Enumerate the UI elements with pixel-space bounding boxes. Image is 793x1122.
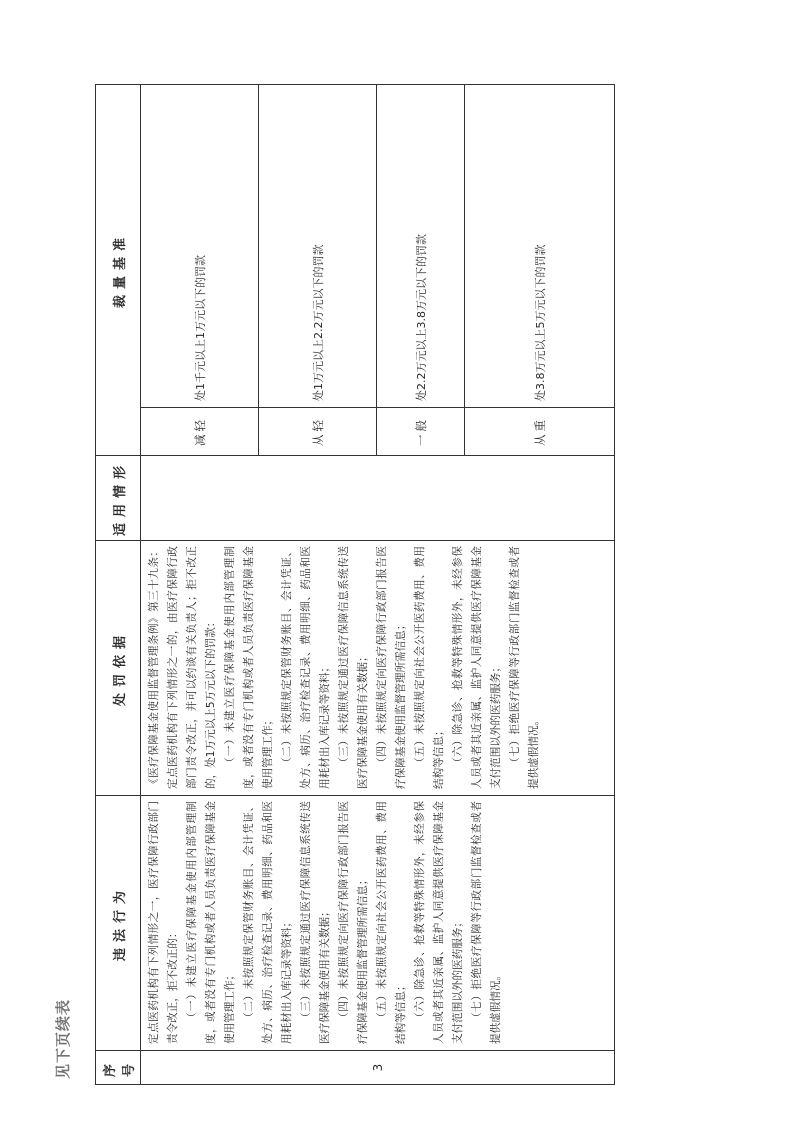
penalty-text: 处2.2万元以上3.8万元以下的罚款 bbox=[377, 84, 465, 407]
behavior-item: （五）未按照规定向社会公开医药费用、费用结构等信息； bbox=[376, 801, 407, 1044]
basis-item: （三）未按照规定通过医疗保障信息系统传送医疗保障基金使用有关数据； bbox=[338, 546, 369, 789]
behavior-item: （二）未按照规定保管财务账目、会计凭证、处方、病历、治疗检查记录、费用明细、药品和医用耗材出入库记录等资料； bbox=[243, 801, 293, 1044]
cell-seq: 3 bbox=[141, 1051, 615, 1085]
behavior-item: （六）除急诊、抢救等特殊情形外，未经参保人员或者其近亲属、监护人同意提供医疗保障基金支付范围以外的医药服务； bbox=[414, 801, 464, 1044]
basis-item: （七）拒绝医疗保障等行政部门监督检查或者提供虚假情况。 bbox=[509, 546, 540, 789]
penalty-text: 处3.8万元以上5万元以下的罚款 bbox=[465, 84, 615, 407]
behavior-item: （一）未建立医疗保障基金使用内部管理制度，或者没有专门机构或者人员负责医疗保障基金使用管理工作； bbox=[186, 801, 236, 1044]
level-label: 从轻 bbox=[259, 408, 377, 456]
behavior-item: （七）拒绝医疗保障等行政部门监督检查或者提供虚假情况。 bbox=[471, 801, 502, 1044]
basis-item: 《医疗保障基金使用监督管理条例》第三十九条：定点医药机构有下列情形之一的，由医疗保障行政部门责令改正，并可以约谈有关负责人；拒不改正的，处1万元以上5万元以下的罚款： bbox=[148, 546, 217, 789]
header-situation: 适用情形 bbox=[96, 456, 141, 541]
header-standard: 裁量基准 bbox=[96, 84, 141, 455]
level-label: 一般 bbox=[377, 408, 465, 456]
behavior-item: （三）未按照规定通过医疗保障信息系统传送医疗保障基金使用有关数据； bbox=[300, 801, 331, 1044]
header-seq: 序号 bbox=[96, 1051, 141, 1085]
level-label: 从重 bbox=[465, 408, 615, 456]
cell-behavior bbox=[141, 796, 615, 1051]
basis-item: （五）未按照规定向社会公开医药费用、费用结构等信息； bbox=[414, 546, 445, 789]
table-row bbox=[141, 84, 259, 1084]
basis-item: （二）未按照规定保管财务账目、会计凭证、处方、病历、治疗检查记录、费用明细、药品和医用耗材出入库记录等资料； bbox=[281, 546, 331, 789]
cell-basis bbox=[141, 541, 615, 796]
header-behavior: 违法行为 bbox=[96, 796, 141, 1051]
behavior-item: 定点医药机构有下列情形之一，医疗保障行政部门责令改正，拒不改正的： bbox=[148, 801, 179, 1044]
header-basis: 处罚依据 bbox=[96, 541, 141, 796]
basis-item: （四）未按照规定向医疗保障行政部门报告医疗保障基金使用监督管理所需信息； bbox=[376, 546, 407, 789]
page-header-line: 见下页续表 bbox=[54, 998, 72, 1079]
table-header-row bbox=[96, 84, 141, 1084]
discretion-table bbox=[95, 84, 615, 1085]
penalty-text: 处1万元以上2.2万元以下的罚款 bbox=[259, 84, 377, 407]
rotated-page bbox=[40, 85, 615, 1085]
penalty-text: 处1千元以上1万元以下的罚款 bbox=[141, 84, 259, 407]
cell-situation bbox=[141, 456, 615, 541]
basis-item: （一）未建立医疗保障基金使用内部管理制度，或者没有专门机构或者人员负责医疗保障基金使用管理工作； bbox=[224, 546, 274, 789]
basis-item: （六）除急诊、抢救等特殊情形外，未经参保人员或者其近亲属、监护人同意提供医疗保障基金支付范围以外的医药服务； bbox=[452, 546, 502, 789]
behavior-item: （四）未按照规定向医疗保障行政部门报告医疗保障基金使用监督管理所需信息； bbox=[338, 801, 369, 1044]
level-label: 减轻 bbox=[141, 408, 259, 456]
